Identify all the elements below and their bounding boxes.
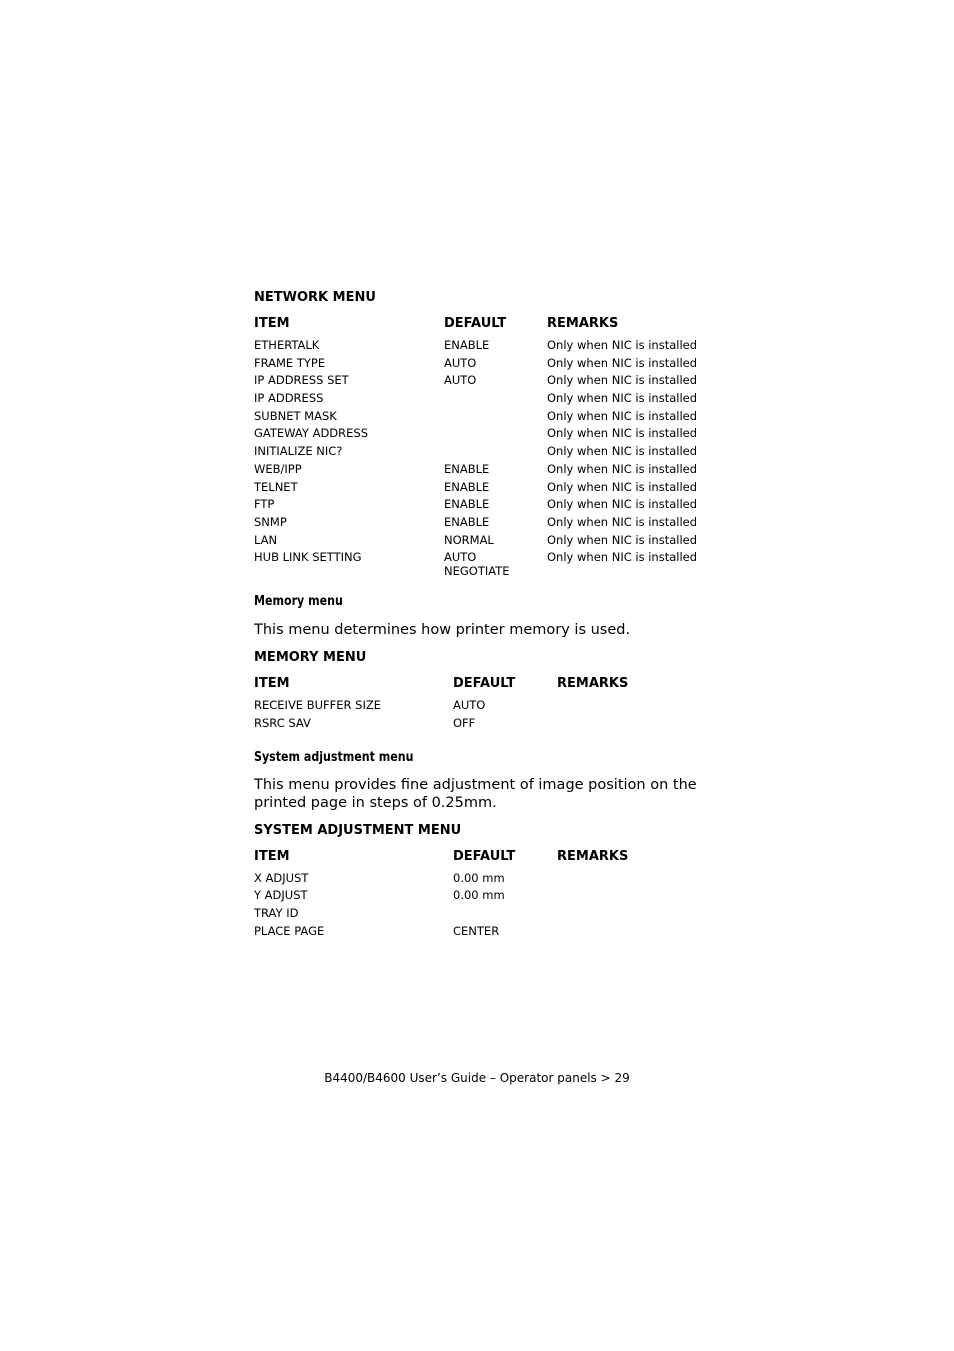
page-footer: B4400/B4600 User’s Guide – Operator panels > 29 xyxy=(324,1071,630,1085)
table-row xyxy=(254,550,697,578)
table-header-row xyxy=(254,316,697,338)
cell-item: TRAY ID xyxy=(254,906,299,920)
table-row xyxy=(254,338,697,356)
memory-menu-description: This menu determines how printer memory is used. xyxy=(254,622,631,639)
cell-item: FRAME TYPE xyxy=(254,355,326,370)
cell-item: INITIALIZE NIC? xyxy=(254,444,343,459)
cell-item: FTP xyxy=(254,497,275,512)
cell-default xyxy=(444,391,547,409)
cell-default xyxy=(444,426,547,444)
table-row xyxy=(254,444,697,462)
cell-item: SNMP xyxy=(254,514,287,529)
col-header-item: ITEM xyxy=(254,676,290,692)
col-header-default: DEFAULT xyxy=(453,848,516,864)
cell-item: GATEWAY ADDRESS xyxy=(254,426,369,441)
description-line-1: This menu provides fine adjustment of image position on the xyxy=(254,776,697,793)
table-row xyxy=(254,426,697,444)
cell-item: WEB/IPP xyxy=(254,461,302,476)
table-row xyxy=(254,480,697,498)
col-header-remarks: REMARKS xyxy=(557,848,629,864)
cell-item: HUB LINK SETTING xyxy=(254,550,362,565)
cell-remarks: Only when NIC is installed xyxy=(547,532,698,547)
table-row xyxy=(254,716,628,734)
cell-item: IP ADDRESS SET xyxy=(254,373,349,388)
cell-item: X ADJUST xyxy=(254,870,309,885)
col-header-default: DEFAULT xyxy=(444,316,507,331)
system-adjustment-title: SYSTEM ADJUSTMENT MENU xyxy=(254,822,462,838)
cell-remarks: Only when NIC is installed xyxy=(547,514,698,529)
cell-default xyxy=(444,550,547,578)
cell-default: 0.00 mm xyxy=(453,870,505,885)
cell-remarks: Only when NIC is installed xyxy=(547,391,698,406)
col-header-default: DEFAULT xyxy=(453,676,516,692)
table-header-row xyxy=(254,676,628,698)
cell-default: AUTO xyxy=(444,355,477,370)
cell-default-line2: NEGOTIATE xyxy=(444,564,510,579)
table-row xyxy=(254,409,697,427)
cell-default: ENABLE xyxy=(444,514,490,529)
cell-item: RSRC SAV xyxy=(254,715,311,730)
cell-remarks: Only when NIC is installed xyxy=(547,444,698,459)
cell-remarks: Only when NIC is installed xyxy=(547,550,698,565)
cell-remarks: Only when NIC is installed xyxy=(547,497,698,512)
cell-default: ENABLE xyxy=(444,461,490,476)
cell-default xyxy=(444,444,547,462)
cell-remarks: Only when NIC is installed xyxy=(547,461,698,476)
col-header-remarks: REMARKS xyxy=(557,676,629,692)
cell-remarks: Only when NIC is installed xyxy=(547,479,698,494)
cell-item: SUBNET MASK xyxy=(254,408,337,423)
page-content xyxy=(254,290,724,941)
cell-remarks: Only when NIC is installed xyxy=(547,408,698,423)
table-row xyxy=(254,497,697,515)
table-row xyxy=(254,533,697,551)
table-row xyxy=(254,391,697,409)
description-line-2: printed page in steps of 0.25mm. xyxy=(254,794,497,811)
cell-default: 0.00 mm xyxy=(453,888,505,903)
col-header-item: ITEM xyxy=(254,316,290,331)
table-row xyxy=(254,698,628,716)
cell-item: TELNET xyxy=(254,479,298,494)
table-row xyxy=(254,888,628,906)
col-header-item: ITEM xyxy=(254,848,290,864)
col-header-remarks: REMARKS xyxy=(547,316,619,331)
cell-remarks xyxy=(557,906,628,924)
cell-remarks xyxy=(557,716,628,734)
system-adjustment-table xyxy=(254,849,628,942)
cell-remarks xyxy=(557,871,628,889)
cell-remarks: Only when NIC is installed xyxy=(547,338,698,352)
table-row xyxy=(254,906,628,924)
cell-default: OFF xyxy=(453,715,476,730)
memory-menu-title: MEMORY MENU xyxy=(254,650,367,666)
cell-default: ENABLE xyxy=(444,338,490,352)
cell-item: IP ADDRESS xyxy=(254,391,324,406)
cell-item: PLACE PAGE xyxy=(254,923,325,938)
table-row xyxy=(254,373,697,391)
network-menu-table xyxy=(254,316,697,578)
cell-remarks xyxy=(557,888,628,906)
cell-default: ENABLE xyxy=(444,497,490,512)
system-adjustment-heading: System adjustment menu xyxy=(254,749,414,765)
table-row xyxy=(254,462,697,480)
cell-default: NORMAL xyxy=(444,532,494,547)
cell-default xyxy=(444,409,547,427)
table-row xyxy=(254,515,697,533)
cell-remarks xyxy=(557,924,628,942)
cell-default xyxy=(453,906,557,924)
cell-item: ETHERTALK xyxy=(254,338,320,352)
table-row xyxy=(254,924,628,942)
memory-menu-table xyxy=(254,676,628,733)
cell-default: AUTO xyxy=(453,698,486,713)
cell-remarks xyxy=(557,698,628,716)
cell-item: RECEIVE BUFFER SIZE xyxy=(254,698,382,713)
table-header-row xyxy=(254,849,628,871)
cell-item: Y ADJUST xyxy=(254,888,308,903)
memory-menu-heading: Memory menu xyxy=(254,594,343,610)
cell-remarks: Only when NIC is installed xyxy=(547,426,698,441)
cell-default: AUTO xyxy=(444,373,477,388)
cell-default-line1: AUTO xyxy=(444,550,477,565)
cell-remarks: Only when NIC is installed xyxy=(547,355,698,370)
cell-default: CENTER xyxy=(453,923,500,938)
network-menu-title: NETWORK MENU xyxy=(254,290,376,305)
cell-default: ENABLE xyxy=(444,479,490,494)
cell-item: LAN xyxy=(254,532,278,547)
cell-remarks: Only when NIC is installed xyxy=(547,373,698,388)
table-row xyxy=(254,356,697,374)
table-row xyxy=(254,871,628,889)
system-adjustment-description xyxy=(254,776,724,812)
